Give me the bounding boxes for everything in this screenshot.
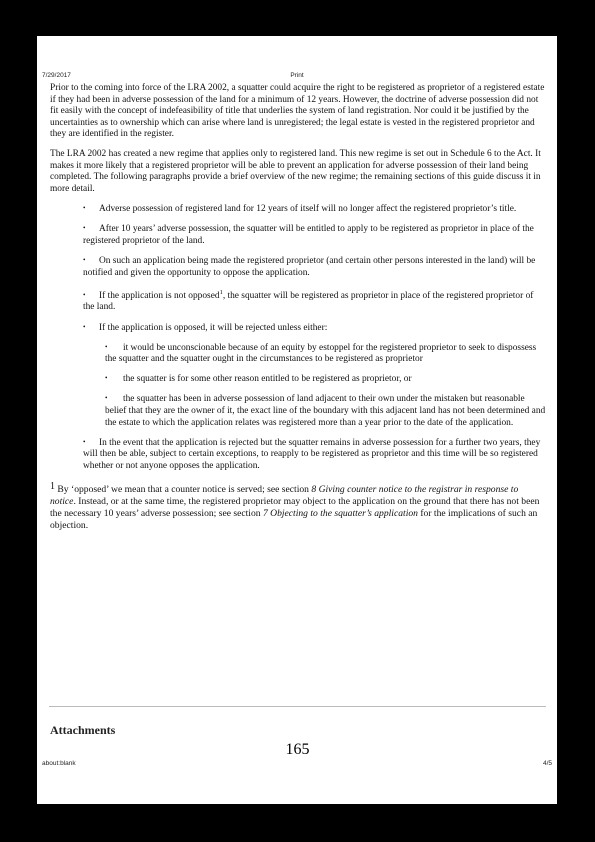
page-number: 165: [285, 741, 310, 758]
footnote: $^1$ By ‘opposed’ we mean that a counter notice is served; see section 8 Giving counter notice to the registrar in response to notice. Instead, or at the same time, the registered proprietor may object to the application on the ground that there has not been the necessary 10 years’ adverse possession; see section 7 Objecting to the squatter’s application for the implications of such an objection.: [50, 481, 540, 532]
bullet-icon: •: [83, 437, 86, 446]
bullet-icon: •: [105, 394, 108, 403]
divider: [49, 706, 546, 707]
footnote-reference[interactable]: 1: [219, 288, 223, 296]
bullet-icon: •: [83, 256, 86, 265]
bullet-icon: •: [105, 374, 108, 383]
bullet-icon: •: [105, 342, 108, 351]
attachments-heading: Attachments: [50, 723, 116, 737]
section-8-link[interactable]: 8 Giving counter notice to the registrar in response to notice: [50, 484, 519, 508]
bullet-icon: •: [83, 204, 86, 213]
sub-list-item: • the squatter is for some other reason entitled to be registered as proprietor, or: [105, 374, 412, 385]
bullet-list: [50, 203, 546, 472]
section-7-link[interactable]: 7 Objecting to the squatter’s application: [262, 508, 418, 520]
footnote-marker: 1: [50, 481, 55, 493]
sub-list-item: • it would be unconscionable because of an equity by estoppel for the registered proprietor to seek to dispossess the squatter and the squatter ought in the circumstances to be registered as proprietor: [105, 342, 537, 365]
list-item: • Adverse possession of registered land for 12 years of itself will no longer affect the registered proprietor’s title.: [83, 204, 517, 215]
paragraph-intro: Prior to the coming into force of the LRA 2002, a squatter could acquire the right to be registered as proprietor of a registered estate if they had been in adverse possession of the land for a minimum of 12 years. However, the doctrine of adverse possession did not fit easily with the concept of indefeasibility of title that underlies the system of land registration. Nor could it be justified by the uncertainties as to ownership which can arise where land is unregistered; the legal estate is vested in the registered proprietor and they are identified in the register.: [50, 83, 545, 140]
list-item: • After 10 years’ adverse possession, the squatter will be entitled to apply to be registered as proprietor in place of the registered proprietor of the land.: [83, 224, 534, 247]
bullet-icon: •: [83, 224, 86, 233]
footer-url: about:blank: [42, 760, 76, 767]
bullet-icon: •: [83, 322, 86, 331]
list-item: • In the event that the application is rejected but the squatter remains in adverse possession for a further two years, they will then be able, subject to certain exceptions, to reapply to be registered as proprietor and this time will be so registered whether or not anyone opposes the application.: [83, 437, 541, 471]
bullet-icon: •: [83, 290, 86, 299]
sub-list-item: • the squatter has been in adverse possession of land adjacent to their own under the mistaken but reasonable belief that they are the owner of it, the exact line of the boundary with this adjacent land has not been determined and the estate to which the application relates was registered more than a year prior to the date of the application.: [105, 394, 546, 428]
footer-page-count: 4/5: [542, 760, 552, 767]
print-date: 7/29/2017: [42, 72, 71, 79]
list-item: • If the application is not opposed$^1$, the squatter will be registered as proprietor in place of the registered proprietor of the land.: [83, 288, 534, 313]
document-body: [50, 83, 546, 532]
list-item: • If the application is opposed, it will be rejected unless either:: [83, 322, 328, 333]
paragraph-new-regime: The LRA 2002 has created a new regime that applies only to registered land. This new regime is set out in Schedule 6 to the Act. It makes it more likely that a registered proprietor will be able to prevent an application for adverse possession of their land being completed. The following paragraphs provide a brief overview of the new regime; the remaining sections of this guide discuss it in more detail.: [50, 148, 541, 194]
list-item: • On such an application being made the registered proprietor (and certain other persons interested in the land) will be notified and given the opportunity to oppose the application.: [83, 256, 536, 278]
print-title: Print: [290, 72, 304, 79]
document-page: [37, 36, 557, 804]
